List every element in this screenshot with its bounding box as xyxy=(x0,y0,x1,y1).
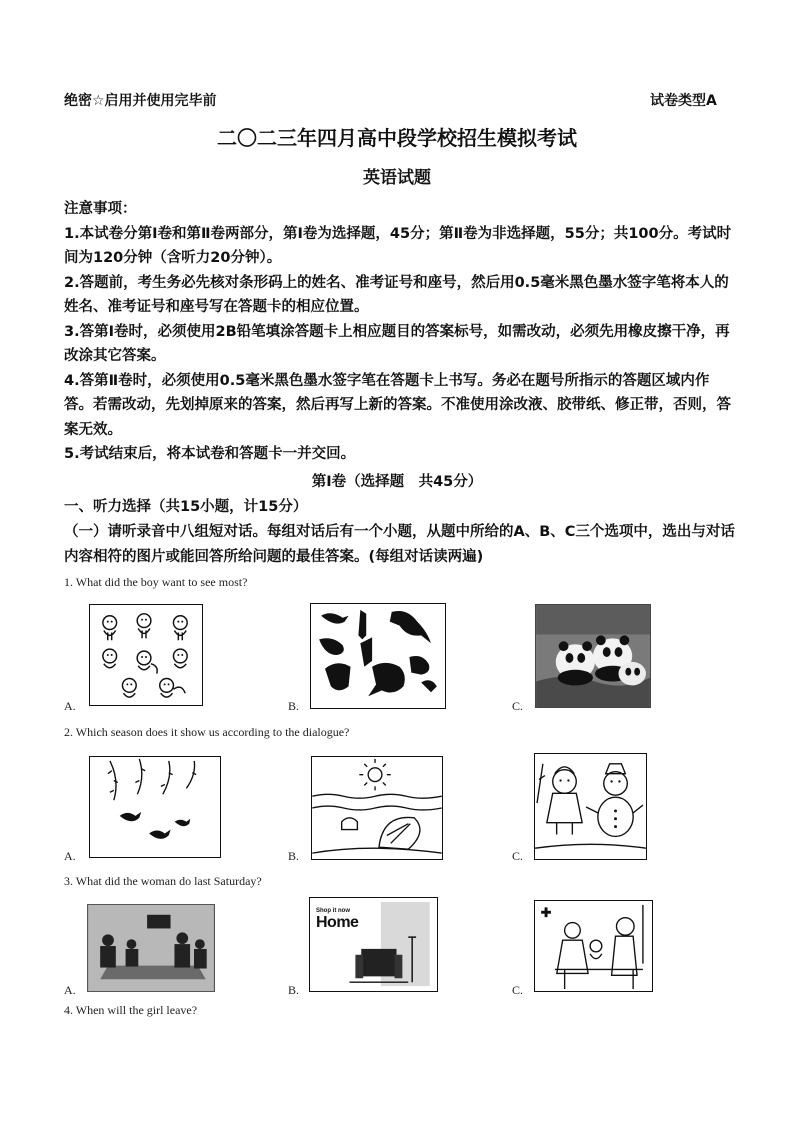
monkeys-icon xyxy=(90,605,202,705)
q1-option-c-label: C. xyxy=(512,699,524,713)
q1-pandas-image[interactable] xyxy=(535,604,651,708)
q3-meeting-image[interactable] xyxy=(87,904,215,992)
part1-title: 第Ⅰ卷（选择题 共45分） xyxy=(311,474,483,490)
question-4-text: 4. When will the girl leave? xyxy=(64,1003,198,1017)
home-poster-title: Home xyxy=(316,914,359,931)
note-item-3: 3.答第Ⅰ卷时，必须使用2B铅笔填涂答题卡上相应题目的答案标号，如需改动，必须先用橡皮擦干净，再改涂其它答案。 xyxy=(64,323,730,364)
q2-option-b-label: B. xyxy=(288,849,300,863)
q2-option-c-label: C. xyxy=(512,849,524,863)
q2-summer-beach-image[interactable] xyxy=(311,756,443,860)
q3-home-poster-image[interactable] xyxy=(309,897,438,992)
birds-icon xyxy=(311,604,445,708)
q1-option-b-label: B. xyxy=(288,699,300,713)
q3-option-c-label: C. xyxy=(512,983,524,997)
paper-type-label: 试卷类型A xyxy=(650,93,717,109)
exam-subject: 英语试题 xyxy=(363,168,431,188)
q2-spring-image[interactable] xyxy=(89,756,221,858)
exam-title: 二〇二三年四月高中段学校招生模拟考试 xyxy=(217,126,577,150)
willow-swallows-icon xyxy=(90,757,220,857)
listening-instruction: （一）请听录音中八组短对话。每组对话后有一个小题，从题中所给的A、B、C三个选项中，选出与对话内容相符的图片或能回答所给问题的最佳答案。(每组对话读两遍) xyxy=(64,524,735,565)
sun-umbrella-icon xyxy=(312,757,442,859)
snowman-child-icon xyxy=(535,754,646,859)
q2-option-a-label: A. xyxy=(64,849,76,863)
home-poster-small-text: Shop it now xyxy=(316,908,350,914)
q2-winter-snowman-image[interactable] xyxy=(534,753,647,860)
q1-birds-image[interactable] xyxy=(310,603,446,709)
question-2-text: 2. Which season does it show us according to the dialogue? xyxy=(64,725,350,739)
q3-hospital-image[interactable] xyxy=(534,900,653,992)
pandas-icon xyxy=(536,605,650,707)
q1-option-a-label: A. xyxy=(64,699,76,713)
q3-option-a-label: A. xyxy=(64,983,76,997)
q1-monkeys-image[interactable] xyxy=(89,604,203,706)
meeting-room-icon xyxy=(88,905,214,991)
question-1-text: 1. What did the boy want to see most? xyxy=(64,575,248,589)
question-3-text: 3. What did the woman do last Saturday? xyxy=(64,874,262,888)
notes-block xyxy=(64,197,734,467)
doctor-patient-icon xyxy=(535,901,652,991)
listening-section-title: 一、听力选择（共15小题，计15分） xyxy=(64,499,308,515)
note-item-1: 1.本试卷分第Ⅰ卷和第Ⅱ卷两部分，第Ⅰ卷为选择题，45分；第Ⅱ卷为非选择题，55分；共100分。考试时间为120分钟（含听力20分钟）。 xyxy=(64,225,732,266)
notes-heading: 注意事项： xyxy=(64,201,137,217)
q3-option-b-label: B. xyxy=(288,983,300,997)
note-item-2: 2.答题前，考生务必先核对条形码上的姓名、准考证号和座号，然后用0.5毫米黑色墨水签字笔将本人的姓名、准考证号和座号写在答题卡的相应位置。 xyxy=(64,274,729,315)
note-item-5: 5.考试结束后，将本试卷和答题卡一并交回。 xyxy=(64,446,356,462)
note-item-4: 4.答第Ⅱ卷时，必须使用0.5毫米黑色墨水签字笔在答题卡上书写。务必在题号所指示的答题区域内作答。若需改动，先划掉原来的答案，然后再写上新的答案。不准使用涂改液、胶带纸、修正带，否则，答案无效。 xyxy=(64,372,731,438)
confidential-label: 绝密☆启用并使用完毕前 xyxy=(64,93,217,109)
